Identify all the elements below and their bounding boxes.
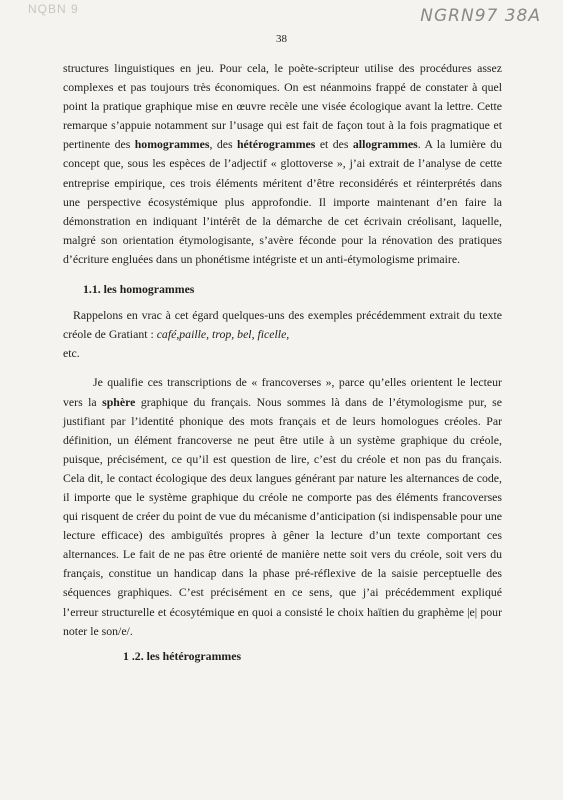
section-heading-homogrammes: 1.1. les homogrammes	[83, 282, 195, 297]
term-allogrammes: allogrammes	[352, 137, 418, 152]
creole-examples: café,paille, trop, bel, ficelle,	[156, 327, 290, 342]
francoverses-paragraph	[63, 373, 502, 640]
examples-paragraph	[63, 306, 502, 363]
text-run: . A la lumière du concept que, sous les espèces de l’adjectif « glottoverse », j’ai extrait de l’analyse de cette entreprise empirique, ces trois éléments méritent d’être reconsidérés et réinterprétés dans une perspective écosystémique plus approfondie. Il importe maintenant d’en faire la démonstration en indiquant l’intérêt de la démarche de cet écrivain créolisant, laquelle, malgré son orientation étymologisante, s’avère féconde pour la rénovation des pratiques d’écriture engluées dans un phonétisme intégriste et un anti-étymologisme primaire.	[63, 137, 502, 266]
term-homogrammes: homogrammes	[134, 137, 210, 152]
faint-stamp-mark: NQBN 9	[28, 2, 79, 16]
section-heading-heterogrammes: 1 .2. les hétérogrammes	[123, 648, 242, 663]
intro-paragraph	[63, 59, 502, 269]
text-run: et des	[315, 137, 353, 152]
text-run: structures linguistiques en jeu. Pour cela, le poète-scripteur utilise des procédures assez complexes et pas toujours très économiques. On est néanmoins frappé de constater à quel point la pratique graphique mise en œuvre recèle une visée écologique avant la lettre. Cette remarque s’appuie notamment sur l’usage qui est fait de façon tout à la fois pragmatique et pertinente des	[63, 61, 502, 152]
document-body	[63, 59, 502, 666]
term-sphere: sphère	[102, 394, 136, 409]
text-run: Je qualifie ces transcriptions de « francoverses », parce qu’elles orientent le lecteur vers la	[63, 375, 502, 409]
page-number: 38	[276, 33, 287, 45]
text-run: Rappelons en vrac à cet égard quelques-uns des exemples précédemment extrait du texte créole de Gratiant :	[63, 308, 502, 342]
term-heterogrammes: hétérogrammes	[236, 137, 316, 152]
text-run: graphique du français. Nous sommes là dans de l’étymologisme pur, se justifiant par l’identité phonique des mots français et de leurs homologues créoles. Par définition, un élément francoverse ne peut être utile à un système graphique du créole, puisque, précisément, ce qu’il est question de lire, c’est du créole et non pas du français. Cela dit, le contact écologique des deux langues générant par nature les alternances de code, il importe que le système graphique du créole ne comporte pas des éléments francoverses qui risquent de créer du point de vue du mécanisme d’anticipation (si indispensable pour une lecture efficace) des ambiguïtés propres à gêner la lecture d’un texte comportant ces alternances. Le fait de ne pas être orienté de manière nette soit vers du créole, soit vers du français, constitue un handicap dans la phase pré-réflexive de la saisie perceptuelle des séquences graphiques. C’est précisément en ce sens, que j’ai précédemment expliqué l’erreur structurelle et écosytémique en quoi a consisté le choix haïtien du graphème |e| pour noter le son/e/.	[63, 394, 502, 638]
handwritten-reference: NGRN97 38A	[420, 6, 541, 26]
text-run: etc.	[63, 346, 80, 361]
text-run: , des	[209, 137, 237, 152]
